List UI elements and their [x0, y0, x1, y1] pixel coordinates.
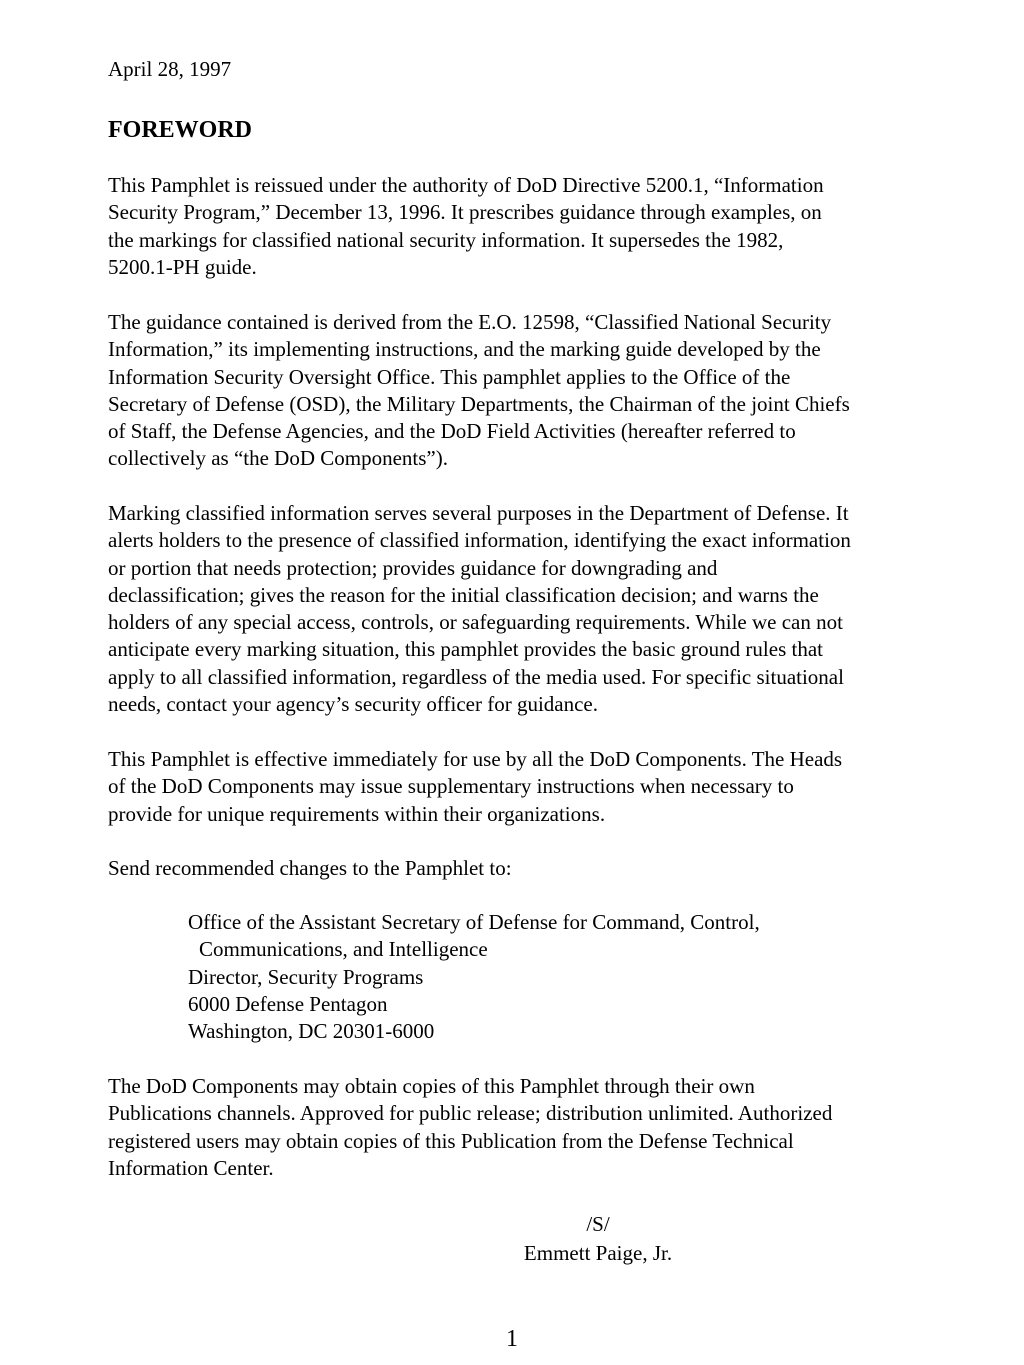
signature-mark: /S/	[586, 1212, 610, 1236]
paragraph-authority	[108, 172, 938, 281]
page-title: FOREWORD	[108, 117, 252, 143]
text-line: 5200.1-PH guide.	[108, 254, 257, 279]
text-line: alerts holders to the presence of classified information, identifying the exact information	[108, 528, 851, 553]
text-line: registered users may obtain copies of this Publication from the Defense Technical	[108, 1128, 794, 1153]
address-line: Director, Security Programs	[188, 964, 424, 989]
paragraph-guidance	[108, 309, 938, 473]
text-line: collectively as “the DoD Components”).	[108, 446, 448, 471]
text-line: Send recommended changes to the Pamphlet to:	[108, 856, 512, 880]
text-line: declassification; gives the reason for the initial classification decision; and warns the	[108, 582, 819, 607]
paragraph-distribution	[108, 1073, 938, 1182]
text-line: Marking classified information serves several purposes in the Department of Defense. It	[108, 501, 849, 525]
text-line: The guidance contained is derived from the E.O. 12598, “Classified National Security	[108, 310, 832, 334]
text-line: Information Security Oversight Office. This pamphlet applies to the Office of the	[108, 364, 791, 389]
text-line: provide for unique requirements within their organizations.	[108, 801, 606, 826]
document-date: April 28, 1997	[108, 57, 232, 81]
text-line: of Staff, the Defense Agencies, and the DoD Field Activities (hereafter referred to	[108, 419, 796, 444]
text-line: Publications channels. Approved for public release; distribution unlimited. Authorized	[108, 1101, 833, 1126]
text-line: The DoD Components may obtain copies of this Pamphlet through their own	[108, 1074, 755, 1098]
text-line: the markings for classified national security information. It supersedes the 1982,	[108, 227, 784, 252]
text-line: This Pamphlet is reissued under the authority of DoD Directive 5200.1, “Information	[108, 173, 824, 197]
text-line: of the DoD Components may issue supplementary instructions when necessary to	[108, 774, 794, 799]
paragraph-effective	[108, 746, 938, 828]
address-line: Communications, and Intelligence	[199, 937, 488, 962]
text-line: apply to all classified information, regardless of the media used. For specific situational	[108, 664, 844, 689]
text-line: needs, contact your agency’s security officer for guidance.	[108, 692, 598, 717]
address-line: Office of the Assistant Secretary of Defense for Command, Control,	[188, 910, 760, 934]
page-number: 1	[506, 1326, 518, 1352]
paragraph-marking-purposes	[108, 500, 938, 718]
address-line: 6000 Defense Pentagon	[188, 991, 388, 1016]
text-line: Secretary of Defense (OSD), the Military Departments, the Chairman of the joint Chiefs	[108, 391, 850, 416]
address-line: Washington, DC 20301-6000	[188, 1019, 435, 1044]
text-line: Information Center.	[108, 1155, 274, 1180]
paragraph-send-changes	[108, 855, 938, 882]
text-line: Security Program,” December 13, 1996. It prescribes guidance through examples, on	[108, 200, 822, 225]
text-line: anticipate every marking situation, this pamphlet provides the basic ground rules that	[108, 637, 823, 662]
mailing-address	[188, 909, 760, 1045]
text-line: Information,” its implementing instructions, and the marking guide developed by the	[108, 337, 821, 362]
signature-block	[480, 1210, 716, 1268]
signatory-name: Emmett Paige, Jr.	[523, 1241, 673, 1265]
text-line: This Pamphlet is effective immediately for use by all the DoD Components. The Heads	[108, 747, 843, 771]
text-line: holders of any special access, controls, or safeguarding requirements. While we can not	[108, 610, 843, 635]
text-line: or portion that needs protection; provides guidance for downgrading and	[108, 555, 718, 580]
